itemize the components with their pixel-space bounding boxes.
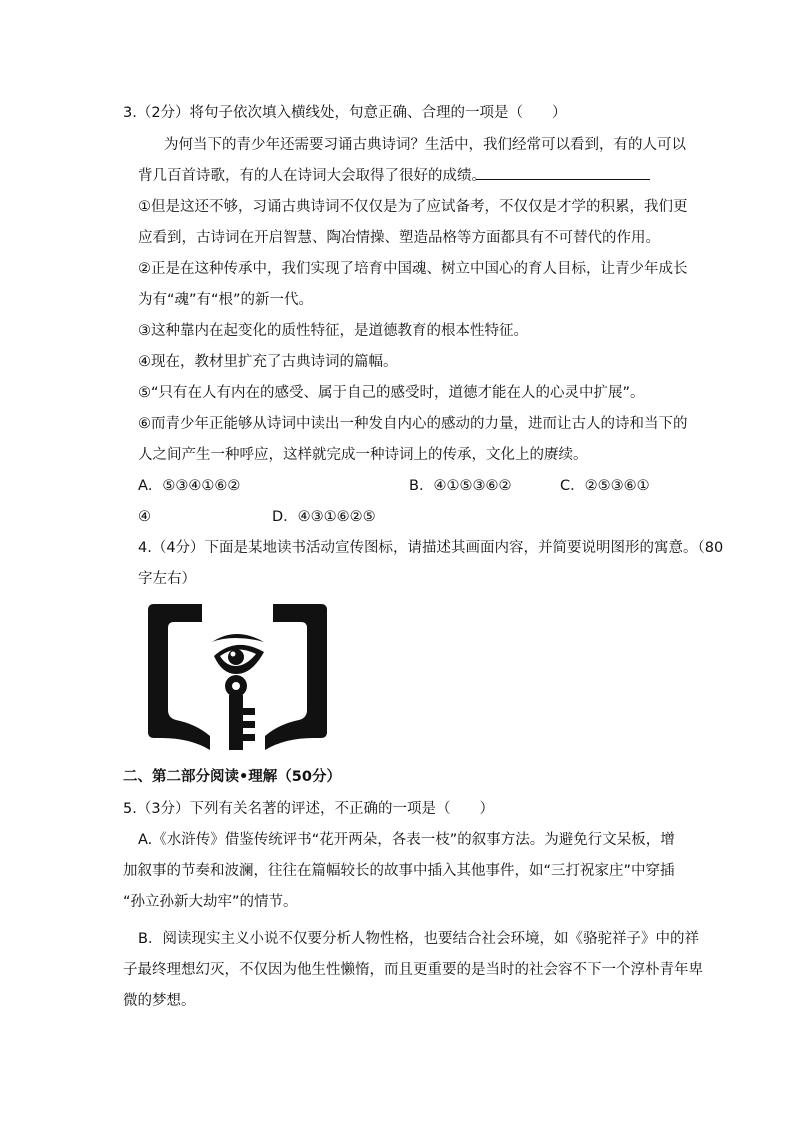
book-bracket-right-icon (265, 604, 327, 750)
eye-icon (212, 634, 264, 674)
q3-option-d[interactable]: D．④③①⑥②⑤ (272, 509, 376, 525)
q3-sentence-6-a: ⑥而青少年正能够从诗词中读出一种发自内心的感动的力量，进而让古人的诗和当下的 (138, 416, 688, 432)
book-bracket-left-icon (148, 604, 210, 750)
q3-option-b[interactable]: B．④①⑤③⑥② (409, 478, 512, 494)
q5-option-a-line-1[interactable]: A.《水浒传》借鉴传统评书“花开两朵，各表一枝”的叙事方法。为避免行文呆板，增 (138, 832, 675, 848)
q3-passage-line-2: 背几百首诗歌，有的人在诗词大会取得了很好的成绩。 (138, 168, 486, 184)
q3-sentence-1-b: 应看到，古诗词在开启智慧、陶冶情操、塑造品格等方面都具有不可替代的作用。 (138, 230, 660, 246)
q5-option-a-line-2: 加叙事的节奏和波澜，往往在篇幅较长的故事中插入其他事件，如“三打祝家庄”中穿插 (123, 863, 675, 879)
q3-passage-line-1: 为何当下的青少年还需要习诵古典诗词？生活中，我们经常可以看到，有的人可以 (164, 137, 686, 153)
q3-sentence-3: ③这种靠内在起变化的质性特征，是道德教育的根本性特征。 (138, 323, 528, 339)
q3-fill-blank (476, 179, 650, 180)
q3-sentence-1-a: ①但是这还不够，习诵古典诗词不仅仅是为了应试备考，不仅仅是才学的积累，我们更 (138, 199, 688, 215)
q3-option-c-continued: ④ (138, 509, 151, 525)
q3-stem: 3.（2分）将句子依次填入横线处，句意正确、合理的一项是（ ） (123, 105, 567, 121)
q3-sentence-2-b: 为有“魂”有“根”的新一代。 (138, 292, 314, 308)
q3-sentence-6-b: 人之间产生一种呼应，这样就完成一种诗词上的传承，文化上的赓续。 (138, 447, 588, 463)
q5-option-b-line-3: 微的梦想。 (123, 993, 196, 1009)
q3-sentence-2-a: ②正是在这种传承中，我们实现了培育中国魂、树立中国心的育人目标，让青少年成长 (138, 261, 688, 277)
q4-stem-b: 字左右） (138, 571, 196, 587)
key-icon (225, 675, 255, 750)
q5-stem: 5.（3分）下列有关名著的评述，不正确的一项是（ ） (123, 801, 495, 817)
q4-stem-a: 4.（4分）下面是某地读书活动宣传图标，请描述其画面内容，并简要说明图形的寓意。（80 (138, 540, 724, 556)
q5-option-a-line-3: “孙立孙新大劫牢”的情节。 (123, 894, 298, 910)
section-2-heading: 二、第二部分阅读•理解（50分） (123, 769, 341, 785)
q5-option-b-line-2: 子最终理想幻灭，不仅因为他生性懒惰，而且更重要的是当时的社会容不下一个淳朴青年卑 (123, 962, 703, 978)
q3-sentence-5: ⑤“只有在人有内在的感受、属于自己的感受时，道德才能在人的心灵中扩展”。 (138, 385, 645, 401)
q3-option-c[interactable]: C．②⑤③⑥① (560, 478, 650, 494)
q3-sentence-4: ④现在，教材里扩充了古典诗词的篇幅。 (138, 354, 398, 370)
reading-campaign-logo (140, 600, 335, 752)
q5-option-b-line-1[interactable]: B．阅读现实主义小说不仅要分析人物性格，也要结合社会环境，如《骆驼祥子》中的祥 (138, 931, 699, 947)
q3-option-a[interactable]: A．⑤③④①⑥② (138, 478, 241, 494)
